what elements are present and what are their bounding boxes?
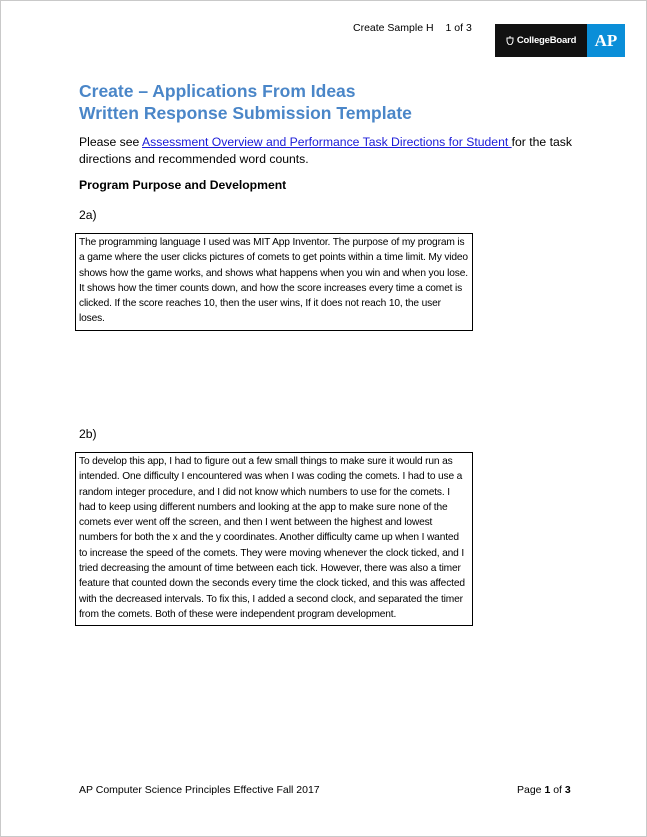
collegeboard-ap-logo [495, 24, 625, 57]
directions-link[interactable]: Assessment Overview and Performance Task Directions for Student [142, 135, 512, 149]
response-label-2a: 2a) [79, 208, 97, 222]
section-heading: Program Purpose and Development [79, 178, 287, 192]
response-box-2b: To develop this app, I had to figure out a few small things to make sure it would run as intended. One difficulty I encountered was when I was coding the comets. I had to use a random integer procedure, and I did not know which numbers to use for the comets. I had to keep using different numbers and looking at the app to make sure none of the comets ever went off the screen, and then I went between the highest and lowest numbers for both the x and the y coordinates. Another difficulty came up when I wanted to increase the speed of the comets. They were moving whenever the clock ticked, and I tried decreasing the amount of time between each tick. However, there was also a timer feature that counted down the seconds every time the clock ticked, and this was affected with the decreased intervals. To fix this, I added a second clock, and separated the timer from the comets. Both of these were independent program development. [75, 452, 473, 626]
collegeboard-text: CollegeBoard [516, 35, 577, 46]
footer-page-word: Page [517, 784, 542, 796]
document-title [79, 80, 412, 124]
collegeboard-logo [495, 24, 587, 57]
header-page-indicator: 1 of 3 [445, 22, 472, 34]
footer-page-number [517, 784, 571, 796]
intro-after-link: for the task directions and recommended word counts. [79, 135, 572, 166]
acorn-icon [506, 36, 514, 45]
ap-logo [587, 24, 625, 57]
footer-course: AP Computer Science Principles Effective Fall 2017 [79, 784, 320, 796]
page-header [353, 22, 472, 34]
footer-page-total: 3 [564, 784, 571, 796]
title-line-1: Create – Applications From Ideas [79, 81, 356, 101]
footer-page-num: 1 [544, 784, 551, 796]
intro-paragraph [79, 134, 579, 168]
intro-before-link: Please see [79, 135, 143, 149]
response-label-2b: 2b) [79, 427, 97, 441]
title-line-2: Written Response Submission Template [79, 103, 412, 123]
ap-text: AP [594, 30, 618, 50]
footer-of-word: of [553, 784, 562, 796]
sample-label: Create Sample H [353, 22, 434, 34]
response-box-2a: The programming language I used was MIT App Inventor. The purpose of my program is a game where the user clicks pictures of comets to get points within a time limit. My video shows how the game works, and shows what happens when you win and when you lose. It shows how the timer counts down, and how the score increases every time a comet is clicked. If the score reaches 10, then the user wins, If it does not reach 10, the user loses. [75, 233, 473, 331]
